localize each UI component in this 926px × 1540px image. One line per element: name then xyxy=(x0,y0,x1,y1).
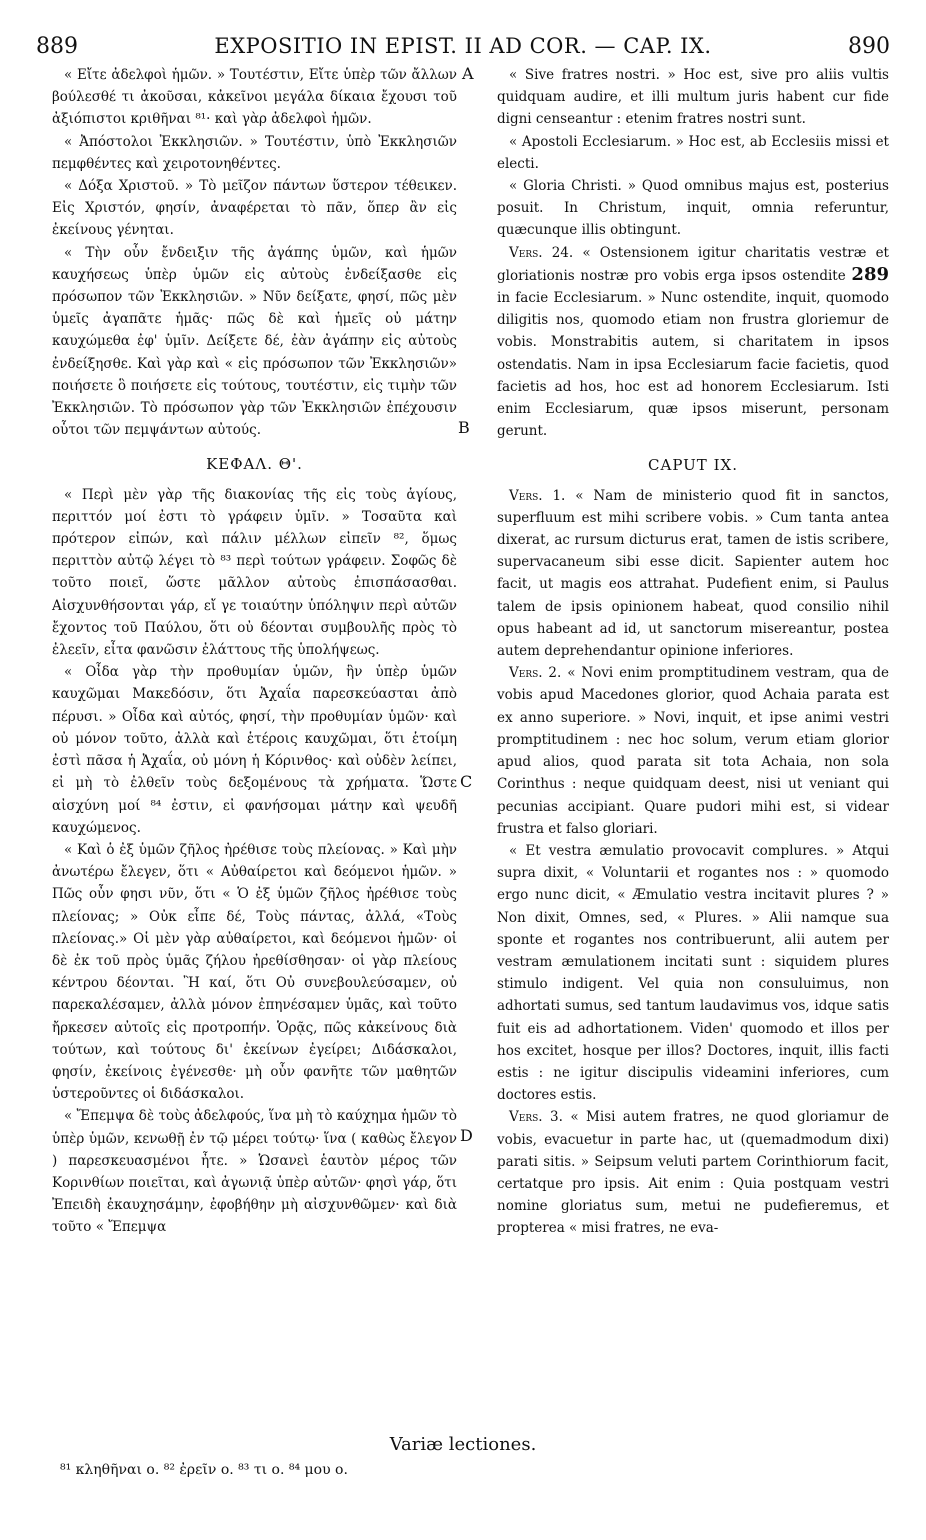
greek-column xyxy=(52,64,457,1239)
latin-paragraph: « Sive fratres nostri. » Hoc est, sive pro aliis vultis quidquam audire, et illi multum juris habent cur fide digni censeantur : etenim fratres nostri sunt. xyxy=(497,67,889,128)
variant-readings-title: Variæ lectiones. xyxy=(389,1434,537,1455)
page-header xyxy=(0,34,926,64)
margin-marker-b: B xyxy=(458,418,470,437)
latin-paragraph: « Apostoli Ecclesiarum. » Hoc est, ab Ecclesiis missi et electi. xyxy=(497,133,889,172)
latin-paragraph xyxy=(497,485,889,663)
latin-paragraph: « Gloria Christi. » Quod omnibus majus est, posterius posuit. In Christum, inquit, omnia referuntur, quæcunque illis obtingunt. xyxy=(497,178,889,239)
greek-paragraph: « Δόξα Χριστοῦ. » Τὸ μεῖζον πάντων ὕστερον τέθεικεν. Εἰς Χριστόν, φησίν, ἀναφέρεται τὸ πᾶν, ὅπερ ἂν εἰς ἐκείνους γένηται. xyxy=(52,178,457,239)
latin-column xyxy=(497,64,889,1240)
greek-paragraph: « Οἶδα γὰρ τὴν προθυμίαν ὑμῶν, ἣν ὑπὲρ ὑμῶν καυχῶμαι Μακεδόσιν, ὅτι Ἀχαΐα παρεσκεύασται ἀπὸ πέρυσι. » Οἶδα καὶ αὐτός, φησί, τὴν προθυμίαν ὑμῶν· καὶ οὐ μόνον τοῦτο, ἀλλὰ καὶ ἑτέροις καυχῶμαι, ὅτι ἑτοίμη ἐστὶ πᾶσα ἡ Ἀχαΐα, οὐ μόνη ἡ Κόρινθος· καὶ οὐδὲν λείπει, εἰ μὴ τὸ ἐλθεῖν τοὺς δεξομένους τὰ χρήματα. Ὥστε αἰσχύνη μοί ⁸⁴ ἐστιν, εἰ φανήσομαι μάτην καὶ ψευδῆ καυχώμενος. xyxy=(52,664,457,836)
column-number: 289 xyxy=(851,263,889,285)
page-number-right: 890 xyxy=(848,34,890,59)
verse-text: « Nam de ministerio quod fit in sanctos, superfluum est mihi scribere vobis. » Cum tanta antea dixerat, ac rursum dicturus erat, tamen de istis scribere, supervacaneum sibi esse dicit. Sapienter autem hoc facit, ut magis eos attrahat. Pudefient enim, si Paulus talem de ipsis opinionem habeat, quod consilio nihil opus habeant ad id, ut sanctorum misereantur, postea autem deprehendantur opinione inferiores. xyxy=(497,487,890,660)
chapter-heading-greek: ΚΕΦΑΛ. Θ'. xyxy=(206,455,303,474)
verse-label: Vers. 1. xyxy=(509,487,566,504)
variant-readings-notes: ⁸¹ κληθῆναι ο. ⁸² ἐρεῖν ο. ⁸³ τι ο. ⁸⁴ μου ο. xyxy=(60,1462,348,1478)
latin-paragraph xyxy=(497,1106,889,1239)
running-title: EXPOSITIO IN EPIST. II AD COR. — CAP. IX. xyxy=(214,34,712,58)
verse-text: « Novi enim promptitudinem vestram, qua de vobis apud Macedones glorior, quod Achaia parata est ex anno superiore. » Novi, inquit, et ipse animi vestri promptitudinem : nec hoc solum, verum etiam glorior apud alios, quod parata sit tota Achaia, non sola Corinthus : neque quidquam deest, nisi ut veniant qui pecunias accipiant. Quare pudori mihi est, si videar frustra et falso gloriari. xyxy=(497,665,890,837)
greek-paragraph: « Ἔπεμψα δὲ τοὺς ἀδελφούς, ἵνα μὴ τὸ καύχημα ἡμῶν τὸ ὑπὲρ ὑμῶν, κενωθῇ ἐν τῷ μέρει τούτῳ· ἵνα ( καθὼς ἔλεγον ) παρεσκευασμένοι ἦτε. » Ὡσανεὶ ἑαυτὸν μέρος τῶν Κορινθίων ποιεῖται, καὶ ἀγωνιᾷ ὑπὲρ αὐτῶν· φησὶ γάρ, ὅτι Ἐπειδὴ ἐκαυχησάμην, ἐφοβήθην μὴ αἰσχυνθῶμεν· καὶ διὰ τοῦτο « Ἔπεμψα xyxy=(52,1108,457,1236)
chapter-heading-latin: CAPUT IX. xyxy=(648,456,738,475)
verse-label: Vers. 2. xyxy=(509,665,562,682)
greek-paragraph: « Τὴν οὖν ἔνδειξιν τῆς ἀγάπης ὑμῶν, καὶ ἡμῶν καυχήσεως ὑπὲρ ὑμῶν εἰς αὐτοὺς ἐνδείξασθε εἰς πρόσωπον τῶν Ἐκκλησιῶν. » Νῦν δείξατε, φησί, πῶς μὲν ὑμεῖς ἀγαπᾶτε ἡμᾶς· πῶς δὲ καὶ ἡμεῖς οὐ μάτην καυχώμεθα ἐφ' ὑμῖν. Δείξετε δέ, ἐὰν ἀγάπην εἰς αὐτοὺς ἐνδείξησθε. Καὶ γὰρ καὶ « εἰς πρόσωπον τῶν Ἐκκλησιῶν» ποιήσετε ὃ ποιήσετε εἰς τούτους, τουτέστιν, εἰς τιμὴν τῶν Ἐκκλησιῶν. Τὸ πρόσωπον γὰρ τῶν Ἐκκλησιῶν ἐπέχουσιν οὗτοι τῶν πεμψάντων αὐτούς. xyxy=(52,244,457,439)
latin-paragraph xyxy=(497,662,889,840)
verse-text: « Ostensionem igitur charitatis vestræ et gloriationis nostræ pro vobis erga ipsos ostendite xyxy=(497,244,889,284)
verse-label: Vers. 3. xyxy=(509,1109,563,1126)
latin-paragraph xyxy=(497,242,889,443)
verse-text: in facie Ecclesiarum. » Nunc ostendite, inquit, quomodo diligitis nos, quomodo etiam non frustra gloriemur de vobis. Monstrabitis autem, si charitatem in ipsos ostendatis. Nam in ipsa Ecclesiarum facie facietis, quod facietis ad hos, hoc est ad honorem Ecclesiarum. Isti enim Ecclesiarum, quæ ipsos miserunt, personam gerunt. xyxy=(497,290,889,440)
verse-label: Vers. 24. xyxy=(509,244,574,261)
margin-marker-d: D xyxy=(460,1126,473,1145)
page-number-left: 889 xyxy=(36,34,78,59)
latin-paragraph: « Et vestra æmulatio provocavit complures. » Atqui supra dixit, « Voluntarii et rogantes nos : » quomodo ergo nunc dicit, « Æmulatio vestra incitavit plures ? » Non dixit, Omnes, sed, « Plures. » Alii namque sua sponte et rogantes nos contribuerunt, alii autem per vestram æmulationem incitati sunt : siquidem plures stimulo indigent. Vel quia non consuluimus, non adhortati sumus, sed tantum laudavimus vos, idque satis fuit eis ad adhortationem. Viden' quomodo et illos per hos excitet, hosque per illos? Doctores, inquit, illis facti estis : ne igitur discipulis videamini inferiores, cum doctores estis. xyxy=(497,842,889,1104)
greek-paragraph: « Ἀπόστολοι Ἐκκλησιῶν. » Τουτέστιν, ὑπὸ Ἐκκλησιῶν πεμφθέντες καὶ χειροτονηθέντες. xyxy=(52,133,457,172)
margin-marker-c: C xyxy=(460,772,473,791)
verse-text: « Misi autem fratres, ne quod gloriamur de vobis, evacuetur in parte hac, ut (quemadmodum dixi) parati sitis. » Seipsum veluti partem Corinthiorum facit, certatque pro ipsis. Ait enim : Quia postquam vestri nomine gloriatus sum, metui ne pudefieremus, et propterea « misi fratres, ne eva- xyxy=(497,1109,889,1237)
greek-paragraph: « Καὶ ὁ ἐξ ὑμῶν ζῆλος ἠρέθισε τοὺς πλείονας. » Καὶ μὴν ἀνωτέρω ἔλεγεν, ὅτι « Αὐθαίρετοι καὶ δεόμενοι ἡμῶν. » Πῶς οὖν φησι νῦν, ὅτι « Ὁ ἐξ ὑμῶν ζῆλος ἠρέθισε τοὺς πλείονας; » Οὐκ εἶπε δέ, Τοὺς πάντας, ἀλλά, «Τοὺς πλείονας.» Οἱ μὲν γὰρ αὐθαίρετοι, καὶ δεόμενοι ἡμῶν· οἱ δὲ ἐκ τοῦ πρὸς ὑμᾶς ζήλου ἠρεθίσθησαν· οἱ γὰρ πλείους κέντρου δέονται. Ἢ καί, ὅτι Οὐ συνεβουλεύσαμεν, οὐ παρεκαλέσαμεν, ἀλλὰ μόνον ἐπηνέσαμεν ὑμᾶς, καὶ τοῦτο ἤρκεσεν αὐτοῖς εἰς προτροπήν. Ὁρᾷς, πῶς κἀκείνους διὰ τούτων, καὶ τούτους δι' ἐκείνων ἐγείρει; Διδάσκαλοι, φησίν, ἐκείνοις ἐγένεσθε· μὴ οὖν φανῆτε τῶν μαθητῶν ὑστεροῦντες οἱ διδάσκαλοι. xyxy=(52,841,457,1103)
greek-paragraph: « Εἴτε ἀδελφοὶ ἡμῶν. » Τουτέστιν, Εἴτε ὑπὲρ τῶν ἄλλων βούλεσθέ τι ἀκοῦσαι, κἀκεῖνοι μεγάλα δίκαια ἔχουσι τοῦ ἀξιόπιστοι κριθῆναι ⁸¹· καὶ γὰρ ἀδελφοὶ ἡμῶν. xyxy=(52,67,457,128)
margin-marker-a: A xyxy=(462,64,474,83)
greek-paragraph: « Περὶ μὲν γὰρ τῆς διακονίας τῆς εἰς τοὺς ἁγίους, περιττόν μοί ἐστι τὸ γράφειν ὑμῖν. » Τοσαῦτα καὶ πρότερον εἰπών, καὶ πάλιν μέλλων εἰπεῖν ⁸², ὅμως περιττὸν αὐτῷ λέγει τὸ ⁸³ περὶ τούτων γράφειν. Σοφῶς δὲ τοῦτο ποιεῖ, ὥστε μᾶλλον αὐτοὺς ἐπισπάσασθαι. Αἰσχυνθήσονται γάρ, εἴ γε τοιαύτην ὑπόληψιν περὶ αὐτῶν ἔχοντος τοῦ Παύλου, ὅτι οὐ δέονται συμβουλῆς πρὸς τὸ ἐλεεῖν, εἶτα φανῶσιν ἐλάττους τῆς ὑπολήψεως. xyxy=(52,486,457,659)
